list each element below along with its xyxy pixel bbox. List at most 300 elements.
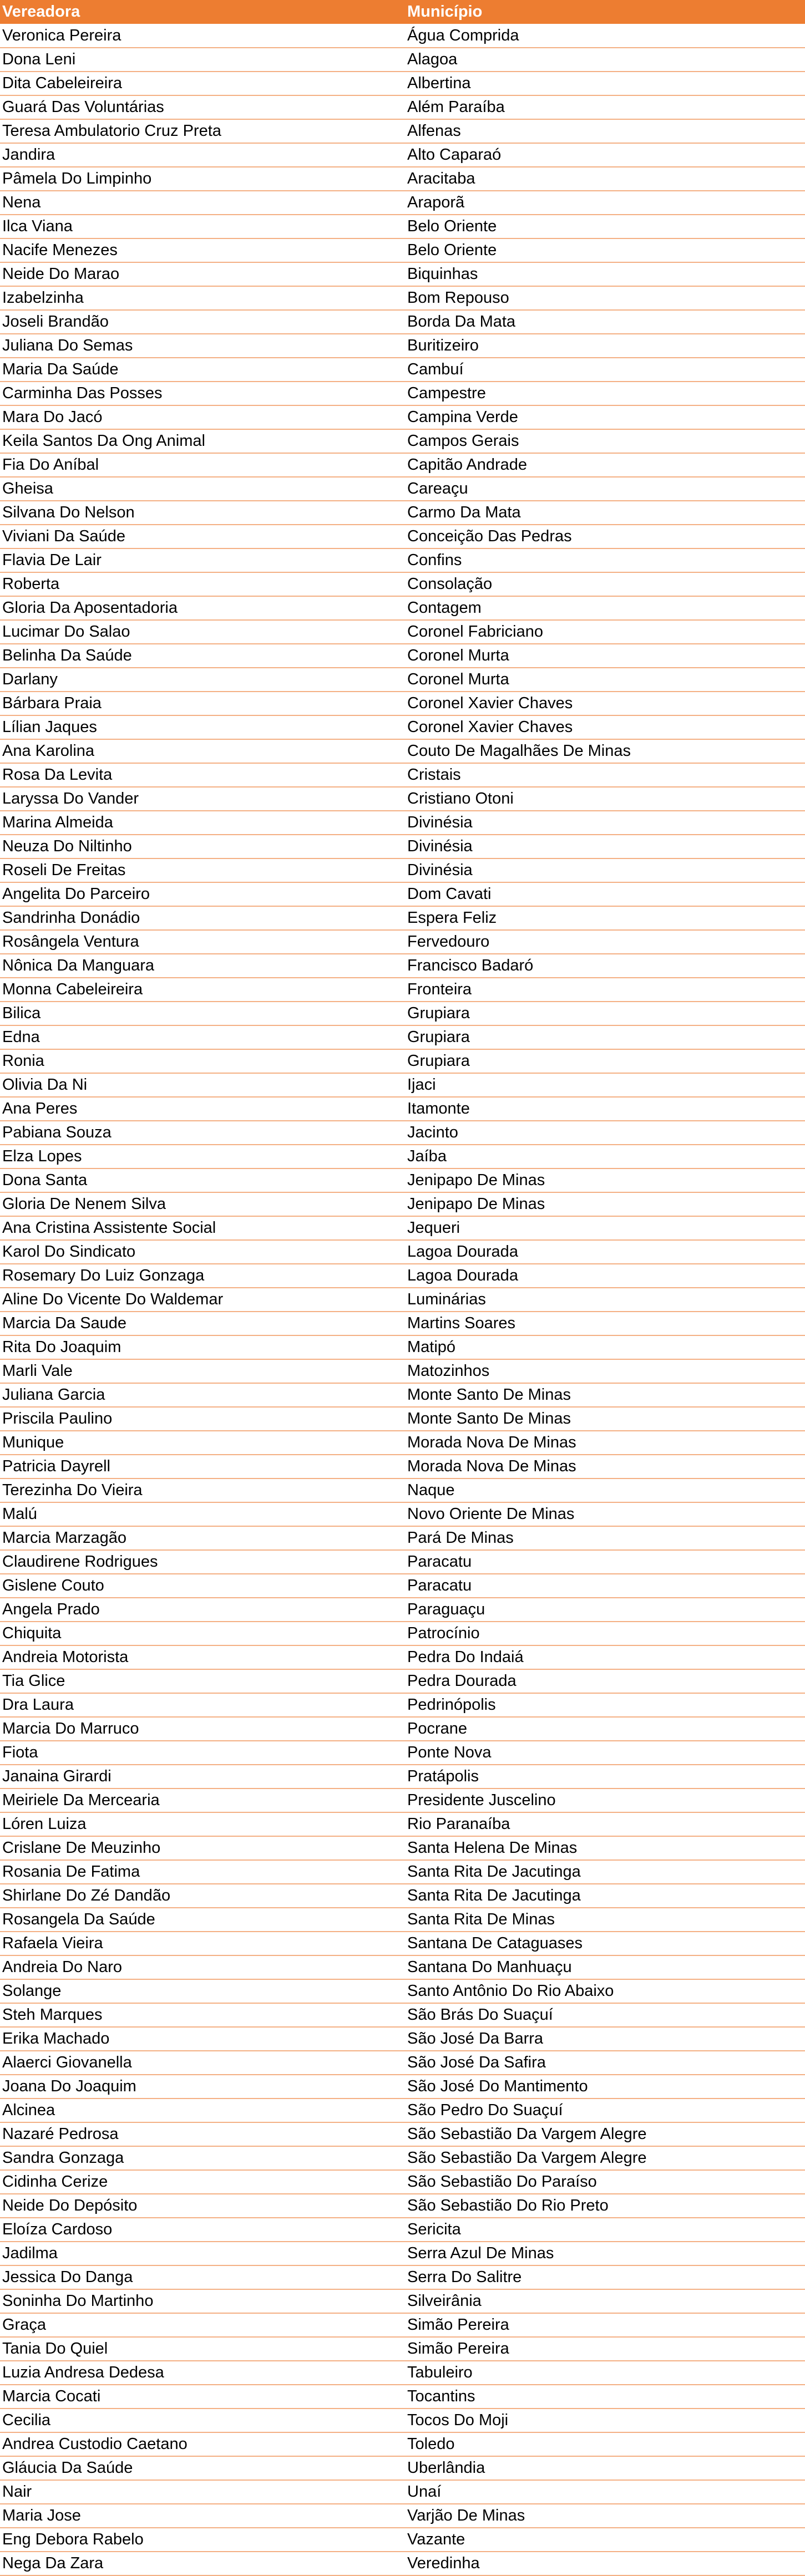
municipio-cell: Santo Antônio Do Rio Abaixo <box>405 1979 805 2003</box>
table-row <box>0 1359 805 1383</box>
vereadora-cell: Alaerci Giovanella <box>0 2051 405 2075</box>
vereadora-cell: Ana Karolina <box>0 739 405 763</box>
table-row <box>0 2432 805 2456</box>
municipio-cell: Consolação <box>405 572 805 596</box>
municipio-cell: Tabuleiro <box>405 2361 805 2385</box>
table-row <box>0 1049 805 1073</box>
table-row <box>0 191 805 215</box>
vereadora-cell: Sandrinha Donádio <box>0 906 405 930</box>
vereadora-cell: Crislane De Meuzinho <box>0 1836 405 1860</box>
vereadora-cell: Cidinha Cerize <box>0 2170 405 2194</box>
municipio-cell: Serra Azul De Minas <box>405 2242 805 2265</box>
municipio-cell: Paraguaçu <box>405 1598 805 1622</box>
table-row <box>0 739 805 763</box>
table-row <box>0 429 805 453</box>
table-row <box>0 1288 805 1312</box>
municipio-cell: Santana Do Manhuaçu <box>405 1955 805 1979</box>
municipio-cell: Alto Caparaó <box>405 143 805 167</box>
municipio-cell: Sericita <box>405 2218 805 2242</box>
table-row <box>0 143 805 167</box>
header-row <box>0 0 805 24</box>
vereadora-cell: Joseli Brandão <box>0 310 405 334</box>
municipio-cell: Careaçu <box>405 477 805 501</box>
table-body <box>0 24 805 2575</box>
municipio-cell: Simão Pereira <box>405 2313 805 2337</box>
table-row <box>0 1025 805 1049</box>
table-row <box>0 2456 805 2480</box>
vereadora-cell: Luzia Andresa Dedesa <box>0 2361 405 2385</box>
vereadora-cell: Marcia Marzagão <box>0 1526 405 1550</box>
municipio-cell: Morada Nova De Minas <box>405 1431 805 1455</box>
vereadora-cell: Mara Do Jacó <box>0 405 405 429</box>
municipio-cell: Ponte Nova <box>405 1741 805 1765</box>
municipio-cell: Couto De Magalhães De Minas <box>405 739 805 763</box>
municipio-cell: Confins <box>405 548 805 572</box>
municipio-cell: Pedrinópolis <box>405 1693 805 1717</box>
vereadora-cell: Maria Da Saúde <box>0 358 405 382</box>
vereadora-cell: Terezinha Do Vieira <box>0 1478 405 1502</box>
table-row <box>0 954 805 978</box>
municipio-cell: São José Da Safira <box>405 2051 805 2075</box>
municipio-cell: Naque <box>405 1478 805 1502</box>
table-row <box>0 1478 805 1502</box>
table-row <box>0 1312 805 1335</box>
table-row <box>0 1717 805 1741</box>
municipio-cell: Grupiara <box>405 1049 805 1073</box>
municipio-cell: Contagem <box>405 596 805 620</box>
municipio-cell: Monte Santo De Minas <box>405 1383 805 1407</box>
municipio-cell: Pará De Minas <box>405 1526 805 1550</box>
municipio-cell: Divinésia <box>405 858 805 882</box>
vereadora-cell: Soninha Do Martinho <box>0 2289 405 2313</box>
vereadora-cell: Ana Cristina Assistente Social <box>0 1216 405 1240</box>
municipio-cell: Francisco Badaró <box>405 954 805 978</box>
municipio-cell: Aracitaba <box>405 167 805 191</box>
vereadora-cell: Jessica Do Danga <box>0 2265 405 2289</box>
vereadora-cell: Cecilia <box>0 2409 405 2432</box>
municipio-cell: Santana De Cataguases <box>405 1932 805 1955</box>
municipio-cell: Albertina <box>405 72 805 95</box>
table-row <box>0 668 805 692</box>
table-row <box>0 453 805 477</box>
municipio-cell: Matipó <box>405 1335 805 1359</box>
vereadora-cell: Priscila Paulino <box>0 1407 405 1431</box>
municipio-cell: Água Comprida <box>405 24 805 48</box>
table-row <box>0 477 805 501</box>
municipio-cell: Grupiara <box>405 1025 805 1049</box>
table-row <box>0 358 805 382</box>
municipio-cell: Coronel Xavier Chaves <box>405 715 805 739</box>
vereadora-cell: Marli Vale <box>0 1359 405 1383</box>
table-row <box>0 238 805 262</box>
municipio-cell: Simão Pereira <box>405 2337 805 2361</box>
table-row <box>0 2099 805 2122</box>
vereadora-cell: Neide Do Depósito <box>0 2194 405 2218</box>
table-row <box>0 1121 805 1145</box>
vereadora-cell: Nacife Menezes <box>0 238 405 262</box>
municipio-cell: Jacinto <box>405 1121 805 1145</box>
vereadora-cell: Monna Cabeleireira <box>0 978 405 1002</box>
municipio-cell: Matozinhos <box>405 1359 805 1383</box>
municipio-cell: Presidente Juscelino <box>405 1789 805 1812</box>
municipio-cell: Jequeri <box>405 1216 805 1240</box>
table-row <box>0 1860 805 1884</box>
vereadora-cell: Ronia <box>0 1049 405 1073</box>
table-row <box>0 1383 805 1407</box>
municipio-cell: Morada Nova De Minas <box>405 1455 805 1478</box>
vereadora-cell: Pâmela Do Limpinho <box>0 167 405 191</box>
vereadora-cell: Gislene Couto <box>0 1574 405 1598</box>
table-row <box>0 620 805 644</box>
vereadora-cell: Patricia Dayrell <box>0 1455 405 1478</box>
municipio-cell: Cristiano Otoni <box>405 787 805 811</box>
table-row <box>0 2385 805 2409</box>
table-row <box>0 1884 805 1908</box>
municipio-cell: Jenipapo De Minas <box>405 1192 805 1216</box>
table-row <box>0 1502 805 1526</box>
municipio-cell: Pocrane <box>405 1717 805 1741</box>
vereadora-cell: Rosa Da Levita <box>0 763 405 787</box>
municipio-cell: Coronel Murta <box>405 668 805 692</box>
table-row <box>0 548 805 572</box>
municipio-cell: Alfenas <box>405 119 805 143</box>
table-row <box>0 48 805 72</box>
table-row <box>0 1789 805 1812</box>
table-row <box>0 2313 805 2337</box>
municipio-cell: Fronteira <box>405 978 805 1002</box>
table-row <box>0 1073 805 1097</box>
municipio-cell: Capitão Andrade <box>405 453 805 477</box>
vereadora-cell: Jandira <box>0 143 405 167</box>
municipio-cell: Grupiara <box>405 1002 805 1025</box>
table-row <box>0 2242 805 2265</box>
vereadora-cell: Neuza Do Niltinho <box>0 835 405 858</box>
table-row <box>0 525 805 548</box>
vereadora-cell: Nega Da Zara <box>0 2552 405 2575</box>
municipio-cell: Belo Oriente <box>405 238 805 262</box>
municipio-cell: Veredinha <box>405 2552 805 2575</box>
vereadora-cell: Rosemary Do Luiz Gonzaga <box>0 1264 405 1288</box>
municipio-cell: Biquinhas <box>405 262 805 286</box>
vereadora-cell: Andreia Do Naro <box>0 1955 405 1979</box>
municipio-cell: Tocantins <box>405 2385 805 2409</box>
table-row <box>0 2122 805 2146</box>
vereadora-cell: Gloria Da Aposentadoria <box>0 596 405 620</box>
table-row <box>0 1168 805 1192</box>
table-row <box>0 1264 805 1288</box>
vereadora-cell: Jadilma <box>0 2242 405 2265</box>
table-row <box>0 1669 805 1693</box>
vereadora-cell: Joana Do Joaquim <box>0 2075 405 2099</box>
municipio-cell: Santa Rita De Minas <box>405 1908 805 1932</box>
vereadora-cell: Ana Peres <box>0 1097 405 1121</box>
table-row <box>0 2528 805 2552</box>
vereadora-cell: Rosania De Fatima <box>0 1860 405 1884</box>
table-row <box>0 286 805 310</box>
municipio-cell: Unaí <box>405 2480 805 2504</box>
municipio-cell: Toledo <box>405 2432 805 2456</box>
table-row <box>0 2146 805 2170</box>
vereadora-cell: Chiquita <box>0 1622 405 1645</box>
vereadora-cell: Janaina Girardi <box>0 1765 405 1789</box>
vereadora-cell: Rosângela Ventura <box>0 930 405 954</box>
table-header <box>0 0 805 24</box>
municipio-cell: Belo Oriente <box>405 215 805 238</box>
vereadora-cell: Sandra Gonzaga <box>0 2146 405 2170</box>
table-row <box>0 715 805 739</box>
header-vereadora: Vereadora <box>0 0 405 24</box>
table-row <box>0 2027 805 2051</box>
table-row <box>0 1598 805 1622</box>
table-row <box>0 1192 805 1216</box>
table-row <box>0 1932 805 1955</box>
vereadora-cell: Steh Marques <box>0 2003 405 2027</box>
vereadora-cell: Alcinea <box>0 2099 405 2122</box>
vereadora-cell: Aline Do Vicente Do Waldemar <box>0 1288 405 1312</box>
municipio-cell: Buritizeiro <box>405 334 805 358</box>
vereadora-cell: Claudirene Rodrigues <box>0 1550 405 1574</box>
municipio-cell: São Sebastião Da Vargem Alegre <box>405 2146 805 2170</box>
table-row <box>0 1455 805 1478</box>
municipio-cell: Araporã <box>405 191 805 215</box>
vereadora-cell: Malú <box>0 1502 405 1526</box>
municipio-cell: Novo Oriente De Minas <box>405 1502 805 1526</box>
vereadora-cell: Guará Das Voluntárias <box>0 95 405 119</box>
table-row <box>0 24 805 48</box>
vereadora-cell: Angela Prado <box>0 1598 405 1622</box>
table-row <box>0 2552 805 2575</box>
vereadora-cell: Dona Santa <box>0 1168 405 1192</box>
vereadora-cell: Fia Do Aníbal <box>0 453 405 477</box>
municipio-cell: Campestre <box>405 382 805 405</box>
table-row <box>0 787 805 811</box>
vereadora-cell: Izabelzinha <box>0 286 405 310</box>
table-row <box>0 1550 805 1574</box>
table-row <box>0 310 805 334</box>
table-row <box>0 2480 805 2504</box>
table-row <box>0 1407 805 1431</box>
table-row <box>0 1002 805 1025</box>
vereadora-cell: Angelita Do Parceiro <box>0 882 405 906</box>
municipio-cell: Cambuí <box>405 358 805 382</box>
table-row <box>0 858 805 882</box>
table-row <box>0 2170 805 2194</box>
vereadora-cell: Marcia Da Saude <box>0 1312 405 1335</box>
table-row <box>0 501 805 525</box>
vereadora-cell: Gheisa <box>0 477 405 501</box>
table-row <box>0 382 805 405</box>
table-row <box>0 2337 805 2361</box>
table-row <box>0 2409 805 2432</box>
table-row <box>0 2361 805 2385</box>
table-row <box>0 1574 805 1598</box>
municipio-cell: Divinésia <box>405 835 805 858</box>
vereadora-cell: Carminha Das Posses <box>0 382 405 405</box>
table-row <box>0 1622 805 1645</box>
municipio-cell: Além Paraíba <box>405 95 805 119</box>
vereadora-cell: Neide Do Marao <box>0 262 405 286</box>
table-row <box>0 1955 805 1979</box>
vereadora-cell: Olivia Da Ni <box>0 1073 405 1097</box>
vereadora-cell: Roseli De Freitas <box>0 858 405 882</box>
municipio-cell: São Sebastião Do Rio Preto <box>405 2194 805 2218</box>
vereadora-cell: Juliana Do Semas <box>0 334 405 358</box>
municipio-cell: São José Da Barra <box>405 2027 805 2051</box>
table-row <box>0 1765 805 1789</box>
vereadora-cell: Karol Do Sindicato <box>0 1240 405 1264</box>
vereadora-cell: Nair <box>0 2480 405 2504</box>
vereadora-cell: Fiota <box>0 1741 405 1765</box>
table-row <box>0 1240 805 1264</box>
municipio-cell: Pedra Dourada <box>405 1669 805 1693</box>
table-row <box>0 262 805 286</box>
municipio-cell: Espera Feliz <box>405 906 805 930</box>
table-row <box>0 1145 805 1168</box>
municipio-cell: Paracatu <box>405 1574 805 1598</box>
table-row <box>0 930 805 954</box>
table-row <box>0 215 805 238</box>
vereadora-cell: Nazaré Pedrosa <box>0 2122 405 2146</box>
municipio-cell: Santa Helena De Minas <box>405 1836 805 1860</box>
table-row <box>0 1979 805 2003</box>
municipio-cell: Patrocínio <box>405 1622 805 1645</box>
municipio-cell: São Sebastião Do Paraíso <box>405 2170 805 2194</box>
municipio-cell: Pratápolis <box>405 1765 805 1789</box>
table-row <box>0 811 805 835</box>
municipio-cell: Silveirânia <box>405 2289 805 2313</box>
table-row <box>0 835 805 858</box>
vereadora-cell: Ilca Viana <box>0 215 405 238</box>
municipio-cell: Jenipapo De Minas <box>405 1168 805 1192</box>
table-row <box>0 72 805 95</box>
vereadora-cell: Meiriele Da Mercearia <box>0 1789 405 1812</box>
vereadora-cell: Teresa Ambulatorio Cruz Preta <box>0 119 405 143</box>
vereadora-cell: Tia Glice <box>0 1669 405 1693</box>
table-row <box>0 2003 805 2027</box>
vereadora-cell: Dona Leni <box>0 48 405 72</box>
municipio-cell: Santa Rita De Jacutinga <box>405 1860 805 1884</box>
table-row <box>0 572 805 596</box>
table-row <box>0 2218 805 2242</box>
vereadora-cell: Juliana Garcia <box>0 1383 405 1407</box>
vereadora-cell: Maria Jose <box>0 2504 405 2528</box>
vereadora-cell: Flavia De Lair <box>0 548 405 572</box>
municipio-cell: Santa Rita De Jacutinga <box>405 1884 805 1908</box>
municipio-cell: Cristais <box>405 763 805 787</box>
municipio-cell: Itamonte <box>405 1097 805 1121</box>
municipio-cell: Campina Verde <box>405 405 805 429</box>
table-row <box>0 763 805 787</box>
table-row <box>0 1431 805 1455</box>
table-row <box>0 2504 805 2528</box>
vereadora-cell: Marcia Do Marruco <box>0 1717 405 1741</box>
header-municipio: Município <box>405 0 805 24</box>
vereadora-cell: Lílian Jaques <box>0 715 405 739</box>
table-row <box>0 2051 805 2075</box>
vereadora-cell: Laryssa Do Vander <box>0 787 405 811</box>
vereadora-cell: Erika Machado <box>0 2027 405 2051</box>
municipio-cell: Paracatu <box>405 1550 805 1574</box>
vereadora-cell: Eloíza Cardoso <box>0 2218 405 2242</box>
vereadora-cell: Tania Do Quiel <box>0 2337 405 2361</box>
municipio-cell: Conceição Das Pedras <box>405 525 805 548</box>
municipio-cell: Pedra Do Indaiá <box>405 1645 805 1669</box>
vereadora-cell: Keila Santos Da Ong Animal <box>0 429 405 453</box>
vereadora-cell: Dra Laura <box>0 1693 405 1717</box>
vereadora-cell: Elza Lopes <box>0 1145 405 1168</box>
municipio-cell: Ijaci <box>405 1073 805 1097</box>
vereadora-cell: Marcia Cocati <box>0 2385 405 2409</box>
municipio-cell: Uberlândia <box>405 2456 805 2480</box>
table-row <box>0 692 805 715</box>
table-row <box>0 644 805 668</box>
vereadora-cell: Viviani Da Saúde <box>0 525 405 548</box>
municipio-cell: Campos Gerais <box>405 429 805 453</box>
municipio-cell: Jaíba <box>405 1145 805 1168</box>
municipio-cell: Martins Soares <box>405 1312 805 1335</box>
table-row <box>0 1741 805 1765</box>
vereadora-cell: Rita Do Joaquim <box>0 1335 405 1359</box>
vereadora-cell: Andreia Motorista <box>0 1645 405 1669</box>
municipio-cell: Lagoa Dourada <box>405 1264 805 1288</box>
vereadora-cell: Belinha Da Saúde <box>0 644 405 668</box>
vereadora-cell: Marina Almeida <box>0 811 405 835</box>
vereadora-cell: Eng Debora Rabelo <box>0 2528 405 2552</box>
table-row <box>0 1836 805 1860</box>
vereadora-cell: Roberta <box>0 572 405 596</box>
vereadora-cell: Bilica <box>0 1002 405 1025</box>
vereadora-cell: Solange <box>0 1979 405 2003</box>
vereadora-cell: Rafaela Vieira <box>0 1932 405 1955</box>
vereadora-cell: Shirlane Do Zé Dandão <box>0 1884 405 1908</box>
vereadora-cell: Pabiana Souza <box>0 1121 405 1145</box>
vereadora-cell: Lucimar Do Salao <box>0 620 405 644</box>
vereadora-cell: Andrea Custodio Caetano <box>0 2432 405 2456</box>
municipio-cell: Lagoa Dourada <box>405 1240 805 1264</box>
municipio-cell: Coronel Murta <box>405 644 805 668</box>
table-row <box>0 1526 805 1550</box>
table-row <box>0 1645 805 1669</box>
vereadora-cell: Silvana Do Nelson <box>0 501 405 525</box>
municipio-cell: Dom Cavati <box>405 882 805 906</box>
table-row <box>0 1335 805 1359</box>
municipio-cell: Borda Da Mata <box>405 310 805 334</box>
table-row <box>0 167 805 191</box>
vereadora-cell: Nena <box>0 191 405 215</box>
table-row <box>0 2194 805 2218</box>
municipio-cell: Tocos Do Moji <box>405 2409 805 2432</box>
vereadora-cell: Munique <box>0 1431 405 1455</box>
table-row <box>0 596 805 620</box>
table-row <box>0 906 805 930</box>
table-row <box>0 405 805 429</box>
municipio-cell: São José Do Mantimento <box>405 2075 805 2099</box>
vereadora-cell: Gloria De Nenem Silva <box>0 1192 405 1216</box>
table-row <box>0 1812 805 1836</box>
table-row <box>0 2075 805 2099</box>
table-row <box>0 334 805 358</box>
municipio-cell: Divinésia <box>405 811 805 835</box>
municipio-cell: Luminárias <box>405 1288 805 1312</box>
municipio-cell: Vazante <box>405 2528 805 2552</box>
vereadora-cell: Nônica Da Manguara <box>0 954 405 978</box>
table-row <box>0 2289 805 2313</box>
vereadora-cell: Dita Cabeleireira <box>0 72 405 95</box>
vereadora-cell: Veronica Pereira <box>0 24 405 48</box>
table-row <box>0 1216 805 1240</box>
municipio-cell: São Brás Do Suaçuí <box>405 2003 805 2027</box>
table-row <box>0 978 805 1002</box>
